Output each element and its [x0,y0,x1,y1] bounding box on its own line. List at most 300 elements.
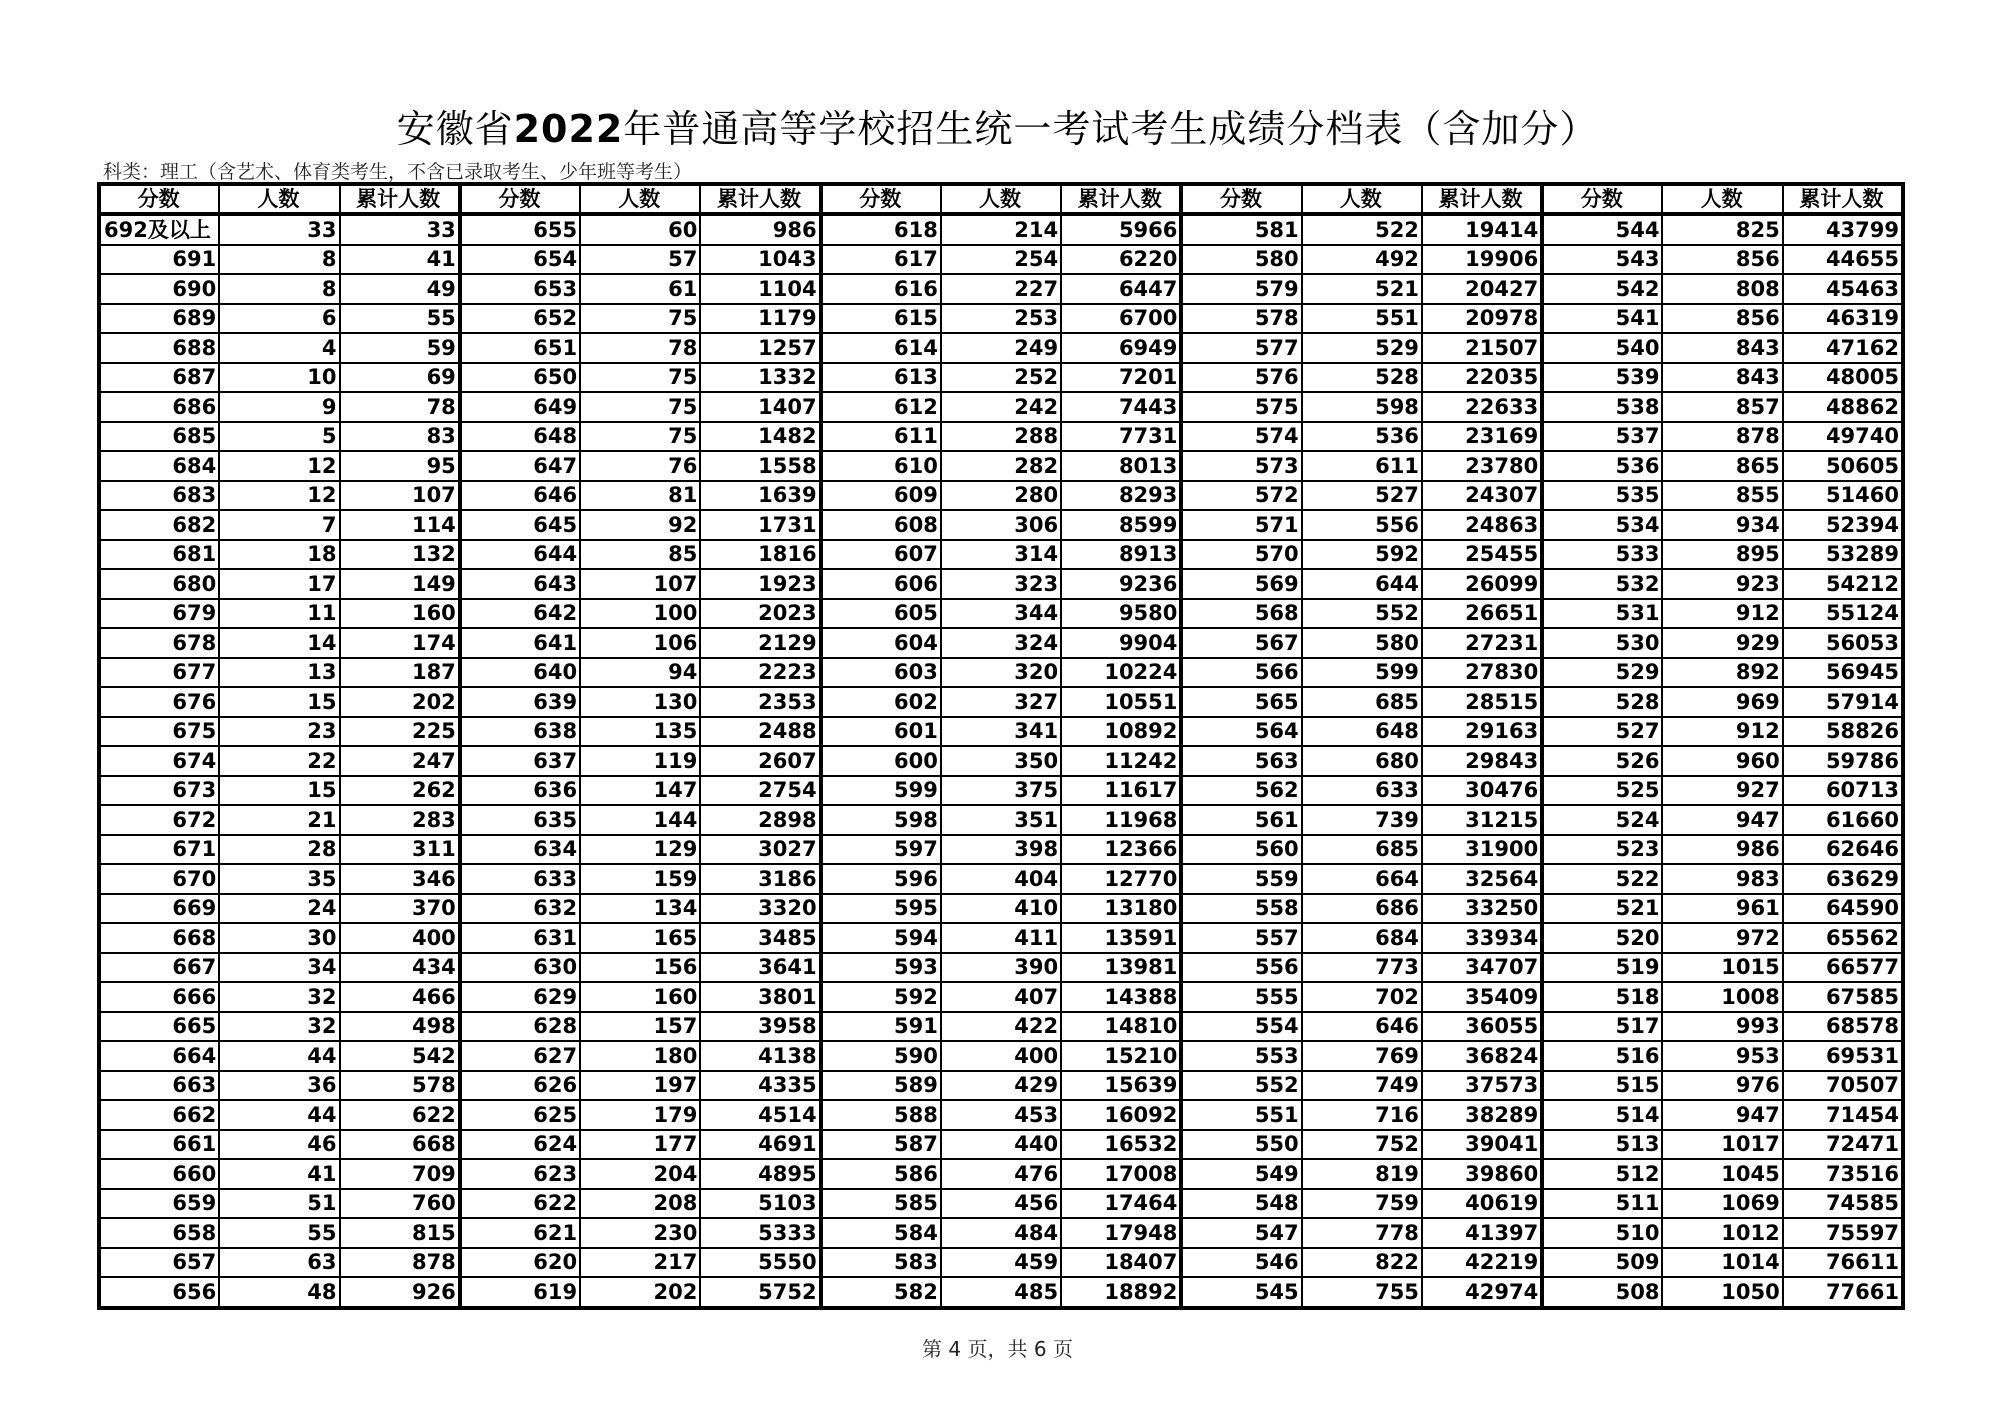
score-cell: 625 [460,1100,580,1130]
count-cell: 947 [1662,1100,1782,1130]
cumulative-cell: 40619 [1422,1189,1542,1219]
count-cell: 1069 [1662,1189,1782,1219]
table-row [99,658,1903,688]
score-cell: 547 [1181,1218,1301,1248]
score-cell: 661 [99,1130,219,1160]
cumulative-cell: 6700 [1061,304,1181,334]
count-cell: 598 [1302,392,1422,422]
count-cell: 755 [1302,1277,1422,1308]
count-cell: 36 [219,1071,339,1101]
count-cell: 12 [219,481,339,511]
score-cell: 634 [460,835,580,865]
score-cell: 591 [821,1012,941,1042]
score-cell: 517 [1542,1012,1662,1042]
cumulative-cell: 18892 [1061,1277,1181,1308]
footer-text: 页 [1052,1337,1073,1361]
header-count: 人数 [219,184,339,214]
score-cell: 576 [1181,363,1301,393]
table-body [99,214,1903,1308]
cumulative-cell: 1332 [700,363,820,393]
count-cell: 320 [941,658,1061,688]
count-cell: 280 [941,481,1061,511]
score-cell: 515 [1542,1071,1662,1101]
score-cell: 641 [460,628,580,658]
cumulative-cell: 31900 [1422,835,1542,865]
score-cell: 678 [99,628,219,658]
cumulative-cell: 77661 [1783,1277,1903,1308]
table-row [99,894,1903,924]
cumulative-cell: 39041 [1422,1130,1542,1160]
cumulative-cell: 3485 [700,923,820,953]
count-cell: 24 [219,894,339,924]
cumulative-cell: 107 [340,481,460,511]
cumulative-cell: 66577 [1783,953,1903,983]
table-row [99,214,1903,245]
score-cell: 639 [460,687,580,717]
table-row [99,333,1903,363]
cumulative-cell: 174 [340,628,460,658]
score-cell: 551 [1181,1100,1301,1130]
count-cell: 32 [219,982,339,1012]
count-cell: 411 [941,923,1061,953]
score-cell: 626 [460,1071,580,1101]
score-cell: 585 [821,1189,941,1219]
header-count: 人数 [580,184,700,214]
count-cell: 85 [580,540,700,570]
header-score: 分数 [821,184,941,214]
score-cell: 568 [1181,599,1301,629]
score-cell: 619 [460,1277,580,1308]
score-cell: 599 [821,776,941,806]
count-cell: 773 [1302,953,1422,983]
score-cell: 660 [99,1159,219,1189]
count-cell: 960 [1662,746,1782,776]
score-cell: 564 [1181,717,1301,747]
cumulative-cell: 160 [340,599,460,629]
cumulative-cell: 24863 [1422,510,1542,540]
cumulative-cell: 27231 [1422,628,1542,658]
score-cell: 687 [99,363,219,393]
count-cell: 927 [1662,776,1782,806]
cumulative-cell: 4514 [700,1100,820,1130]
score-cell: 587 [821,1130,941,1160]
count-cell: 75 [580,304,700,334]
count-cell: 856 [1662,245,1782,275]
score-cell: 526 [1542,746,1662,776]
score-cell: 549 [1181,1159,1301,1189]
count-cell: 6 [219,304,339,334]
count-cell: 986 [1662,835,1782,865]
cumulative-cell: 75597 [1783,1218,1903,1248]
score-cell: 518 [1542,982,1662,1012]
count-cell: 344 [941,599,1061,629]
score-cell: 512 [1542,1159,1662,1189]
score-cell: 647 [460,451,580,481]
score-cell: 525 [1542,776,1662,806]
score-cell: 578 [1181,304,1301,334]
cumulative-cell: 13591 [1061,923,1181,953]
score-cell: 596 [821,864,941,894]
table-row [99,1218,1903,1248]
count-cell: 878 [1662,422,1782,452]
count-cell: 1050 [1662,1277,1782,1308]
cumulative-cell: 2754 [700,776,820,806]
score-cell: 615 [821,304,941,334]
cumulative-cell: 95 [340,451,460,481]
score-cell: 609 [821,481,941,511]
score-cell: 586 [821,1159,941,1189]
score-cell: 540 [1542,333,1662,363]
table-row [99,245,1903,275]
cumulative-cell: 9904 [1061,628,1181,658]
count-cell: 895 [1662,540,1782,570]
count-cell: 685 [1302,687,1422,717]
cumulative-cell: 1731 [700,510,820,540]
cumulative-cell: 15210 [1061,1041,1181,1071]
cumulative-cell: 14810 [1061,1012,1181,1042]
count-cell: 410 [941,894,1061,924]
score-cell: 667 [99,953,219,983]
count-cell: 180 [580,1041,700,1071]
count-cell: 5 [219,422,339,452]
count-cell: 857 [1662,392,1782,422]
header-score: 分数 [1181,184,1301,214]
cumulative-cell: 29163 [1422,717,1542,747]
count-cell: 100 [580,599,700,629]
cumulative-cell: 22035 [1422,363,1542,393]
cumulative-cell: 15639 [1061,1071,1181,1101]
count-cell: 825 [1662,214,1782,245]
count-cell: 856 [1662,304,1782,334]
table-row [99,835,1903,865]
cumulative-cell: 44655 [1783,245,1903,275]
count-cell: 934 [1662,510,1782,540]
score-cell: 646 [460,481,580,511]
count-cell: 993 [1662,1012,1782,1042]
count-cell: 78 [580,333,700,363]
count-cell: 8 [219,274,339,304]
cumulative-cell: 57914 [1783,687,1903,717]
score-cell: 671 [99,835,219,865]
count-cell: 22 [219,746,339,776]
score-cell: 554 [1181,1012,1301,1042]
score-cell: 607 [821,540,941,570]
cumulative-cell: 1257 [700,333,820,363]
cumulative-cell: 1179 [700,304,820,334]
score-cell: 565 [1181,687,1301,717]
score-cell: 665 [99,1012,219,1042]
cumulative-cell: 67585 [1783,982,1903,1012]
cumulative-cell: 202 [340,687,460,717]
count-cell: 527 [1302,481,1422,511]
cumulative-cell: 69531 [1783,1041,1903,1071]
cumulative-cell: 1816 [700,540,820,570]
footer-text: 页，共 [967,1337,1028,1361]
score-cell: 570 [1181,540,1301,570]
table-row [99,599,1903,629]
count-cell: 521 [1302,274,1422,304]
count-cell: 61 [580,274,700,304]
cumulative-cell: 42974 [1422,1277,1542,1308]
cumulative-cell: 225 [340,717,460,747]
score-cell: 543 [1542,245,1662,275]
count-cell: 752 [1302,1130,1422,1160]
cumulative-cell: 11968 [1061,805,1181,835]
score-cell: 652 [460,304,580,334]
score-cell: 531 [1542,599,1662,629]
score-cell: 579 [1181,274,1301,304]
cumulative-cell: 70507 [1783,1071,1903,1101]
table-row [99,1012,1903,1042]
count-cell: 739 [1302,805,1422,835]
cumulative-cell: 2223 [700,658,820,688]
count-cell: 306 [941,510,1061,540]
cumulative-cell: 60713 [1783,776,1903,806]
header-cumulative: 累计人数 [340,184,460,214]
count-cell: 179 [580,1100,700,1130]
table-row [99,510,1903,540]
score-cell: 550 [1181,1130,1301,1160]
count-cell: 459 [941,1248,1061,1278]
score-cell: 692及以上 [99,214,219,245]
cumulative-cell: 4335 [700,1071,820,1101]
cumulative-cell: 16092 [1061,1100,1181,1130]
cumulative-cell: 8013 [1061,451,1181,481]
count-cell: 92 [580,510,700,540]
score-cell: 618 [821,214,941,245]
score-cell: 670 [99,864,219,894]
cumulative-cell: 2488 [700,717,820,747]
cumulative-cell: 45463 [1783,274,1903,304]
cumulative-cell: 7731 [1061,422,1181,452]
header-cumulative: 累计人数 [1061,184,1181,214]
cumulative-cell: 11242 [1061,746,1181,776]
category-subtitle: 科类：理工（含艺术、体育类考生，不含已录取考生、少年班等考生） [103,161,693,183]
score-cell: 604 [821,628,941,658]
score-cell: 572 [1181,481,1301,511]
count-cell: 76 [580,451,700,481]
cumulative-cell: 74585 [1783,1189,1903,1219]
score-cell: 663 [99,1071,219,1101]
cumulative-cell: 400 [340,923,460,953]
cumulative-cell: 5966 [1061,214,1181,245]
count-cell: 599 [1302,658,1422,688]
table-row [99,628,1903,658]
count-cell: 1014 [1662,1248,1782,1278]
score-cell: 523 [1542,835,1662,865]
score-cell: 603 [821,658,941,688]
cumulative-cell: 760 [340,1189,460,1219]
cumulative-cell: 33250 [1422,894,1542,924]
cumulative-cell: 3641 [700,953,820,983]
cumulative-cell: 51460 [1783,481,1903,511]
cumulative-cell: 56945 [1783,658,1903,688]
score-cell: 628 [460,1012,580,1042]
cumulative-cell: 346 [340,864,460,894]
count-cell: 961 [1662,894,1782,924]
count-cell: 684 [1302,923,1422,953]
score-cell: 589 [821,1071,941,1101]
cumulative-cell: 815 [340,1218,460,1248]
count-cell: 778 [1302,1218,1422,1248]
count-cell: 160 [580,982,700,1012]
cumulative-cell: 31215 [1422,805,1542,835]
count-cell: 156 [580,953,700,983]
count-cell: 923 [1662,569,1782,599]
cumulative-cell: 65562 [1783,923,1903,953]
score-cell: 683 [99,481,219,511]
count-cell: 204 [580,1159,700,1189]
cumulative-cell: 24307 [1422,481,1542,511]
score-cell: 612 [821,392,941,422]
cumulative-cell: 34707 [1422,953,1542,983]
count-cell: 13 [219,658,339,688]
count-cell: 769 [1302,1041,1422,1071]
count-cell: 716 [1302,1100,1422,1130]
table-row [99,1130,1903,1160]
count-cell: 314 [941,540,1061,570]
count-cell: 106 [580,628,700,658]
score-cell: 645 [460,510,580,540]
score-cell: 592 [821,982,941,1012]
cumulative-cell: 72471 [1783,1130,1903,1160]
cumulative-cell: 13981 [1061,953,1181,983]
count-cell: 633 [1302,776,1422,806]
count-cell: 1017 [1662,1130,1782,1160]
score-cell: 653 [460,274,580,304]
count-cell: 44 [219,1100,339,1130]
cumulative-cell: 8913 [1061,540,1181,570]
score-cell: 544 [1542,214,1662,245]
count-cell: 208 [580,1189,700,1219]
count-cell: 646 [1302,1012,1422,1042]
footer-text: 第 [922,1337,943,1361]
score-cell: 690 [99,274,219,304]
score-cell: 666 [99,982,219,1012]
score-cell: 651 [460,333,580,363]
cumulative-cell: 63629 [1783,864,1903,894]
title-prefix: 安徽省 [396,107,514,151]
count-cell: 912 [1662,717,1782,747]
cumulative-cell: 55 [340,304,460,334]
cumulative-cell: 17464 [1061,1189,1181,1219]
cumulative-cell: 2129 [700,628,820,658]
count-cell: 94 [580,658,700,688]
count-cell: 528 [1302,363,1422,393]
cumulative-cell: 4138 [700,1041,820,1071]
score-cell: 636 [460,776,580,806]
cumulative-cell: 41 [340,245,460,275]
table-row [99,392,1903,422]
score-cell: 657 [99,1248,219,1278]
count-cell: 165 [580,923,700,953]
count-cell: 1012 [1662,1218,1782,1248]
count-cell: 75 [580,363,700,393]
count-cell: 177 [580,1130,700,1160]
count-cell: 327 [941,687,1061,717]
score-cell: 613 [821,363,941,393]
cumulative-cell: 27830 [1422,658,1542,688]
count-cell: 252 [941,363,1061,393]
score-cell: 649 [460,392,580,422]
cumulative-cell: 16532 [1061,1130,1181,1160]
count-cell: 28 [219,835,339,865]
score-cell: 545 [1181,1277,1301,1308]
table-row [99,274,1903,304]
count-cell: 953 [1662,1041,1782,1071]
count-cell: 1045 [1662,1159,1782,1189]
score-cell: 522 [1542,864,1662,894]
count-cell: 288 [941,422,1061,452]
score-cell: 691 [99,245,219,275]
count-cell: 404 [941,864,1061,894]
count-cell: 60 [580,214,700,245]
count-cell: 453 [941,1100,1061,1130]
cumulative-cell: 59786 [1783,746,1903,776]
score-cell: 519 [1542,953,1662,983]
cumulative-cell: 12770 [1061,864,1181,894]
score-cell: 633 [460,864,580,894]
count-cell: 18 [219,540,339,570]
cumulative-cell: 3027 [700,835,820,865]
score-cell: 624 [460,1130,580,1160]
table-row [99,1071,1903,1101]
count-cell: 822 [1302,1248,1422,1278]
count-cell: 686 [1302,894,1422,924]
cumulative-cell: 7201 [1061,363,1181,393]
count-cell: 929 [1662,628,1782,658]
table-row [99,776,1903,806]
table-row [99,481,1903,511]
count-cell: 552 [1302,599,1422,629]
count-cell: 855 [1662,481,1782,511]
count-cell: 249 [941,333,1061,363]
table-row [99,451,1903,481]
score-cell: 608 [821,510,941,540]
cumulative-cell: 26099 [1422,569,1542,599]
score-cell: 561 [1181,805,1301,835]
count-cell: 324 [941,628,1061,658]
cumulative-cell: 149 [340,569,460,599]
score-cell: 577 [1181,333,1301,363]
cumulative-cell: 1558 [700,451,820,481]
score-cell: 682 [99,510,219,540]
cumulative-cell: 42219 [1422,1248,1542,1278]
count-cell: 969 [1662,687,1782,717]
cumulative-cell: 30476 [1422,776,1542,806]
count-cell: 407 [941,982,1061,1012]
cumulative-cell: 59 [340,333,460,363]
cumulative-cell: 578 [340,1071,460,1101]
score-cell: 686 [99,392,219,422]
count-cell: 892 [1662,658,1782,688]
score-cell: 562 [1181,776,1301,806]
cumulative-cell: 466 [340,982,460,1012]
count-cell: 398 [941,835,1061,865]
count-cell: 135 [580,717,700,747]
count-cell: 972 [1662,923,1782,953]
cumulative-cell: 370 [340,894,460,924]
score-cell: 611 [821,422,941,452]
cumulative-cell: 311 [340,835,460,865]
score-cell: 584 [821,1218,941,1248]
count-cell: 580 [1302,628,1422,658]
cumulative-cell: 23169 [1422,422,1542,452]
cumulative-cell: 114 [340,510,460,540]
count-cell: 46 [219,1130,339,1160]
total-pages: 6 [1033,1337,1047,1361]
cumulative-cell: 41397 [1422,1218,1542,1248]
